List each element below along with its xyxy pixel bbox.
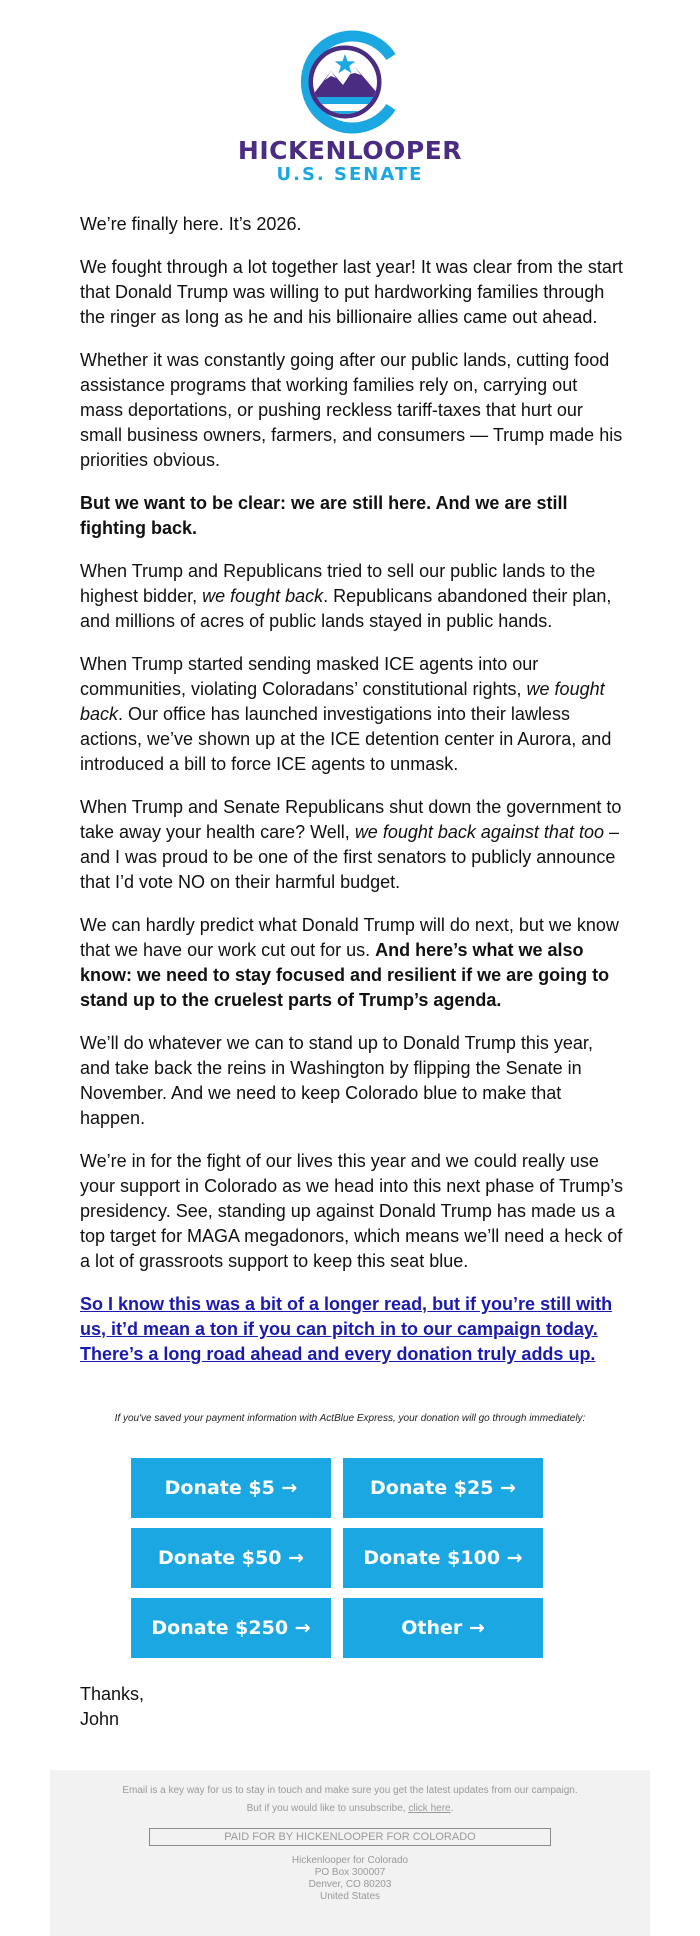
- logo-subtitle: U.S. SENATE: [276, 164, 424, 185]
- address-line-4: United States: [319, 1891, 381, 1902]
- paragraph-6: [80, 652, 625, 777]
- p8-bold: And here’s what we also know: we need to stay focused and resilient if we are going to stand up to the cruelest parts of Trump’s agenda.: [80, 940, 610, 1010]
- actblue-note: If you've saved your payment information with ActBlue Express, your donation will go through immediately:: [114, 1413, 586, 1424]
- address-line-2: PO Box 300007: [314, 1867, 386, 1878]
- p7-text: When Trump and Senate Republicans shut down the government to take away your health care? Well,: [80, 797, 622, 842]
- p7-emphasis: we fought back against that too: [354, 822, 604, 842]
- paragraph-5: [80, 559, 625, 634]
- address-line-3: Denver, CO 80203: [308, 1879, 392, 1890]
- signoff-thanks: Thanks,: [80, 1684, 145, 1704]
- email-body: [80, 212, 625, 1385]
- paragraph-2: We fought through a lot together last year! It was clear from the start that Donald Trump was willing to put hardworking families through the ringer as long as he and his billionaire allies came out ahead.: [80, 257, 623, 327]
- p7-text-end: – and I was proud to be one of the first senators to publicly announce that I’d vote NO on their harmful budget.: [80, 822, 619, 892]
- paragraph-1: We’re finally here. It’s 2026.: [80, 214, 302, 234]
- hickenlooper-logo-icon: [295, 25, 405, 135]
- signoff: [80, 1682, 144, 1732]
- footer-message-end: .: [450, 1803, 454, 1814]
- donate-250-button[interactable]: Donate $250 →: [131, 1598, 331, 1658]
- p5-text: When Trump and Republicans tried to sell our public lands to the highest bidder,: [80, 561, 596, 606]
- p6-emphasis: we fought back: [80, 679, 605, 724]
- p5-emphasis: we fought back: [202, 586, 324, 606]
- paragraph-7: [80, 795, 625, 895]
- paragraph-10: We’re in for the fight of our lives this year and we could really use your support in Colorado as we head into this next phase of Trump’s presidency. See, standing up against Donald Trump has made us a top target for MAGA megadonors, which means we’ll need a heck of a lot of grassroots support to keep this seat blue.: [80, 1151, 623, 1271]
- paragraph-9: We’ll do whatever we can to stand up to Donald Trump this year, and take back the reins in Washington by flipping the Senate in November. And we need to keep Colorado blue to make that happen.: [80, 1033, 593, 1128]
- header-logo: [0, 25, 700, 185]
- donate-25-button[interactable]: Donate $25 →: [343, 1458, 543, 1518]
- p6-text: When Trump started sending masked ICE agents into our communities, violating Coloradans’ constitutional rights,: [80, 654, 539, 699]
- signoff-name: John: [80, 1709, 120, 1729]
- footer-message-text: Email is a key way for us to stay in touch and make sure you get the latest updates from our campaign. But if you would like to unsubscribe,: [122, 1785, 578, 1814]
- donate-100-button[interactable]: Donate $100 →: [343, 1528, 543, 1588]
- donate-50-button[interactable]: Donate $50 →: [131, 1528, 331, 1588]
- bold-statement: But we want to be clear: we are still here. And we are still fighting back.: [80, 493, 568, 538]
- donate-other-button[interactable]: Other →: [343, 1598, 543, 1658]
- donate-5-button[interactable]: Donate $5 →: [131, 1458, 331, 1518]
- address-line-1: Hickenlooper for Colorado: [291, 1855, 409, 1866]
- p8-text: We can hardly predict what Donald Trump will do next, but we know that we have our work cut out for us.: [80, 915, 619, 960]
- logo-name: HICKENLOOPER: [237, 136, 463, 165]
- paid-for-disclaimer: PAID FOR BY HICKENLOOPER FOR COLORADO: [149, 1828, 551, 1846]
- paragraph-4: [80, 491, 625, 541]
- paragraph-8: [80, 913, 625, 1013]
- unsubscribe-link[interactable]: click here: [408, 1803, 451, 1814]
- mailing-address: [50, 1855, 650, 1903]
- p6-text-end: . Our office has launched investigations into their lawless actions, we’ve shown up at the ICE detention center in Aurora, and introduced a bill to force ICE agents to unmask.: [80, 704, 612, 774]
- p5-text-end: . Republicans abandoned their plan, and millions of acres of public lands stayed in public hands.: [80, 586, 612, 631]
- donate-cta-link[interactable]: So I know this was a bit of a longer read, but if you’re still with us, it’d mean a ton if you can pitch in to our campaign today. There’s a long road ahead and every donation truly adds up.: [80, 1294, 613, 1364]
- cta-paragraph: [80, 1292, 625, 1367]
- footer: [50, 1770, 650, 1936]
- paragraph-3: Whether it was constantly going after our public lands, cutting food assistance programs that working families rely on, carrying out mass deportations, or pushing reckless tariff-taxes that hurt our small business owners, farmers, and consumers — Trump made his priorities obvious.: [80, 350, 623, 470]
- footer-message: [115, 1782, 585, 1818]
